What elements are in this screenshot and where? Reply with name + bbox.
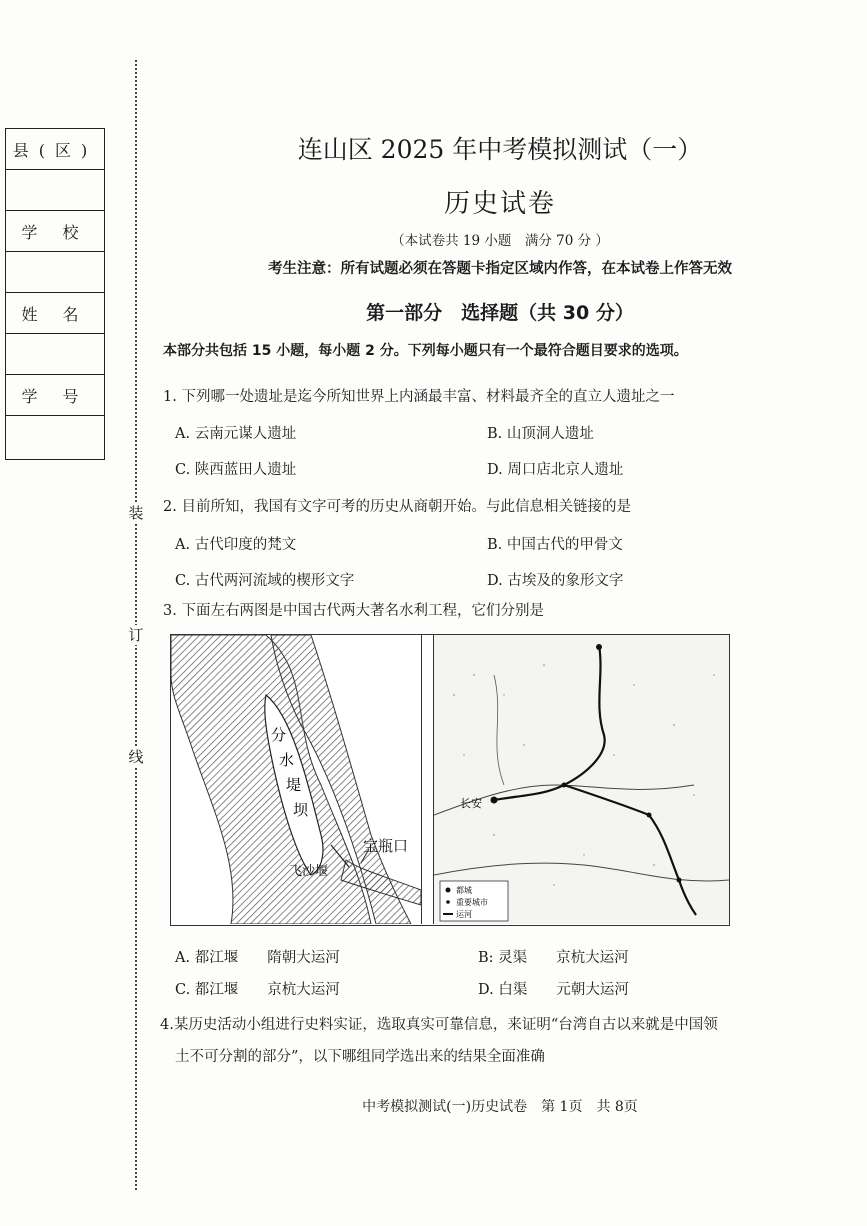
question-3-maps	[170, 634, 730, 926]
school-label: 学 校	[6, 211, 104, 252]
exam-notice: 考生注意：所有试题必须在答题卡指定区域内作答，在本试卷上作答无效	[268, 261, 732, 277]
q2-option-c[interactable]: C. 古代两河流域的楔形文字	[175, 573, 355, 589]
q1-option-b[interactable]: B. 山顶洞人遗址	[487, 426, 594, 442]
county-field[interactable]	[6, 170, 104, 211]
levee-label-4: 坝	[293, 801, 309, 819]
question-3: 3. 下面左右两图是中国古代两大著名水利工程，它们分别是	[163, 603, 544, 619]
student-info-box	[5, 128, 105, 460]
q3-option-a[interactable]: A. 都江堰 隋朝大运河	[175, 950, 340, 966]
q1-option-a[interactable]: A. 云南元谋人遗址	[175, 426, 297, 442]
q2-option-a[interactable]: A. 古代印度的梵文	[175, 537, 297, 553]
q2-option-d[interactable]: D. 古埃及的象形文字	[487, 573, 624, 589]
question-1: 1. 下列哪一处遗址是迄今所知世界上内涵最丰富、材料最齐全的直立人遗址之一	[163, 389, 675, 405]
changan-label: 长安	[460, 797, 482, 810]
q1-option-d[interactable]: D. 周口店北京人遗址	[487, 462, 624, 478]
q2-option-b[interactable]: B. 中国古代的甲骨文	[487, 537, 623, 553]
question-4-line-1: 4.某历史活动小组进行史料实证，选取真实可靠信息，来证明“台湾自古以来就是中国领	[160, 1017, 718, 1033]
binding-word-ding: 订	[125, 625, 147, 645]
q3-option-c[interactable]: C. 都江堰 京杭大运河	[175, 982, 340, 998]
name-field[interactable]	[6, 334, 104, 375]
levee-label-2: 水	[279, 751, 295, 769]
exam-subtitle: 历史试卷	[443, 189, 556, 219]
grand-canal-diagram	[434, 635, 729, 924]
legend-canal: 运河	[456, 910, 472, 919]
name-label: 姓 名	[6, 293, 104, 334]
student-id-label: 学 号	[6, 375, 104, 416]
binding-word-xian: 线	[125, 747, 147, 767]
legend-city: 重要城市	[456, 898, 488, 907]
binding-word-zhuang: 装	[125, 503, 147, 523]
county-label: 县(区)	[6, 129, 104, 170]
student-id-field[interactable]	[6, 416, 104, 459]
question-2: 2. 目前所知，我国有文字可考的历史从商朝开始。与此信息相关链接的是	[163, 499, 631, 515]
levee-label-1: 分	[271, 726, 287, 744]
q3-option-b[interactable]: B: 灵渠 京杭大运河	[478, 950, 629, 966]
page-footer: 中考模拟测试(一)历史试卷 第 1页 共 8页	[362, 1099, 638, 1115]
baopingkou-label: 宝瓶口	[363, 837, 409, 855]
dujiangyan-diagram	[171, 635, 421, 924]
school-field[interactable]	[6, 252, 104, 293]
exam-title: 连山区 2025 年中考模拟测试（一）	[297, 135, 703, 164]
q1-option-c[interactable]: C. 陕西蓝田人遗址	[175, 462, 297, 478]
section-instructions: 本部分共包括 15 小题，每小题 2 分。下列每小题只有一个最符合题目要求的选项。	[163, 343, 688, 359]
dujiangyan-map	[171, 635, 422, 924]
paper-info: （本试卷共 19 小题 满分 70 分 ）	[391, 233, 609, 249]
levee-label-3: 堤	[286, 776, 302, 794]
section-title: 第一部分 选择题（共 30 分）	[366, 302, 634, 324]
feishayan-label: 飞沙堰	[289, 864, 329, 879]
legend-capital: 都城	[456, 886, 472, 895]
q3-option-d[interactable]: D. 白渠 元朝大运河	[478, 982, 629, 998]
grand-canal-map	[433, 635, 729, 924]
question-4-line-2: 土不可分割的部分”，以下哪组同学选出来的结果全面准确	[175, 1049, 545, 1065]
